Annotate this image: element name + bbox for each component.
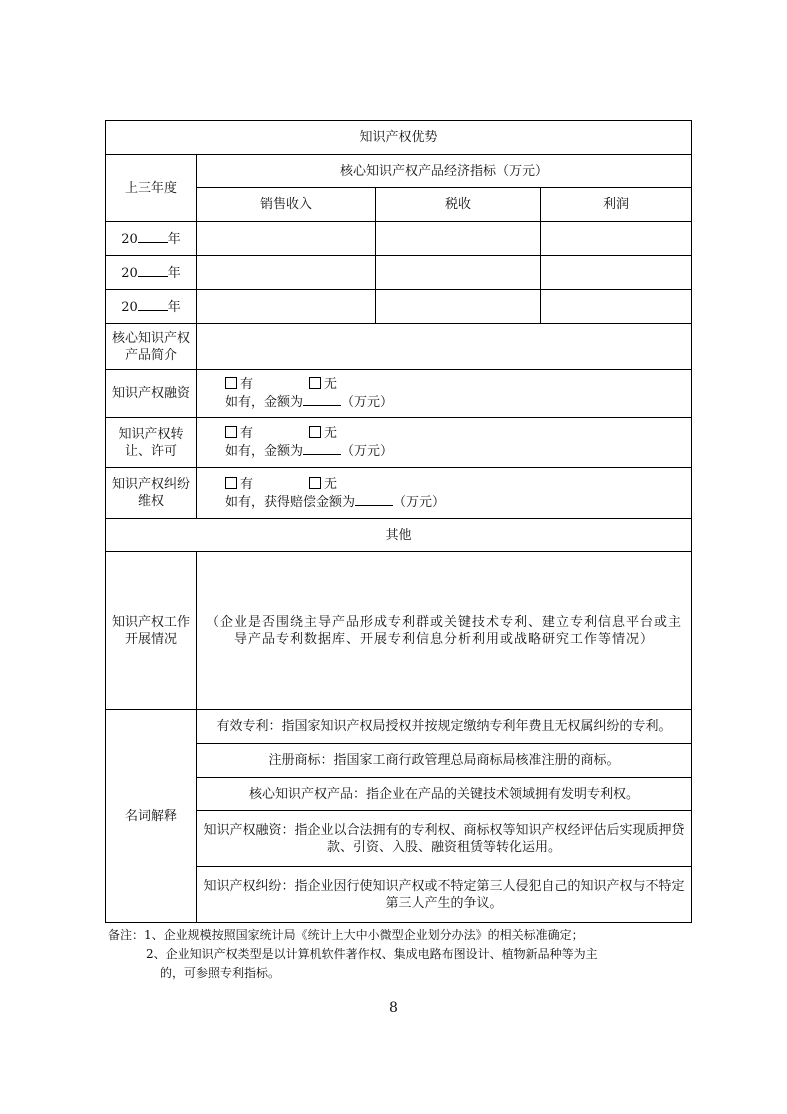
year-row-label: 20 年 bbox=[106, 256, 197, 290]
dispute-amount-blank[interactable] bbox=[355, 493, 393, 506]
financing-no-checkbox[interactable] bbox=[309, 377, 321, 389]
transfer-amount-blank[interactable] bbox=[303, 442, 341, 455]
sales-cell-3[interactable] bbox=[197, 290, 376, 324]
profit-cell-2[interactable] bbox=[541, 256, 692, 290]
notes bbox=[108, 926, 698, 983]
note-line-2: 2、企业知识产权类型是以计算机软件著作权、集成电路布图设计、植物新品种等为主 bbox=[146, 947, 598, 961]
indicators-header: 核心知识产权产品经济指标（万元） bbox=[197, 155, 692, 188]
ip-work-label: 知识产权工作开展情况 bbox=[106, 552, 197, 710]
dispute-label: 知识产权纠纷维权 bbox=[106, 468, 197, 519]
page-number: 8 bbox=[389, 1000, 398, 1016]
column-tax: 税收 bbox=[376, 188, 541, 222]
definition-ip-financing: 知识产权融资：指企业以合法拥有的专利权、商标权等知识产权经评估后实现质押贷款、引资、入股、融资租赁等转化运用。 bbox=[197, 811, 692, 867]
ip-advantages-heading: 知识产权优势 bbox=[106, 121, 692, 155]
year-row-label: 20 年 bbox=[106, 290, 197, 324]
dispute-no-checkbox[interactable] bbox=[309, 477, 321, 489]
definition-ip-dispute: 知识产权纠纷：指企业因行使知识产权或不特定第三人侵犯自己的知识产权与不特定第三人产生的争议。 bbox=[197, 867, 692, 923]
transfer-yes-checkbox[interactable] bbox=[225, 426, 237, 438]
column-sales: 销售收入 bbox=[197, 188, 376, 222]
year-blank[interactable] bbox=[138, 230, 168, 243]
financing-label: 知识产权融资 bbox=[106, 370, 197, 418]
dispute-yes-checkbox[interactable] bbox=[225, 477, 237, 489]
product-intro-field[interactable] bbox=[197, 324, 692, 370]
ip-work-instructions[interactable]: （企业是否围绕主导产品形成专利群或关键技术专利、建立专利信息平台或主导产品专利数据库、开展专利信息分析利用或战略研究工作等情况） bbox=[197, 552, 692, 710]
year-blank[interactable] bbox=[138, 298, 168, 311]
note-line-1: 备注：1、企业规模按照国家统计局《统计上大中小微型企业划分办法》的相关标准确定； bbox=[108, 928, 584, 942]
tax-cell-1[interactable] bbox=[376, 222, 541, 256]
transfer-label: 知识产权转让、许可 bbox=[106, 418, 197, 468]
glossary-label: 名词解释 bbox=[106, 710, 197, 923]
transfer-no-checkbox[interactable] bbox=[309, 426, 321, 438]
note-line-3: 的，可参照专利指标。 bbox=[160, 966, 281, 980]
financing-yes-checkbox[interactable] bbox=[225, 377, 237, 389]
definition-core-ip-product: 核心知识产权产品：指企业在产品的关键技术领域拥有发明专利权。 bbox=[197, 778, 692, 811]
other-heading: 其他 bbox=[106, 519, 692, 552]
product-intro-label: 核心知识产权产品简介 bbox=[106, 324, 197, 370]
year-blank[interactable] bbox=[138, 264, 168, 277]
sales-cell-2[interactable] bbox=[197, 256, 376, 290]
tax-cell-3[interactable] bbox=[376, 290, 541, 324]
definition-registered-trademark: 注册商标：指国家工商行政管理总局商标局核准注册的商标。 bbox=[197, 744, 692, 778]
year-row-label: 20 年 bbox=[106, 222, 197, 256]
sales-cell-1[interactable] bbox=[197, 222, 376, 256]
year-header: 上三年度 bbox=[106, 155, 197, 222]
profit-cell-1[interactable] bbox=[541, 222, 692, 256]
column-profit: 利润 bbox=[541, 188, 692, 222]
profit-cell-3[interactable] bbox=[541, 290, 692, 324]
definition-valid-patent: 有效专利：指国家知识产权局授权并按规定缴纳专利年费且无权属纠纷的专利。 bbox=[197, 710, 692, 744]
financing-amount-blank[interactable] bbox=[303, 393, 341, 406]
tax-cell-2[interactable] bbox=[376, 256, 541, 290]
ip-info-form: 知识产权优势 上三年度 核心知识产权产品经济指标（万元） 销售收入 税收 利润 20 年 20 年 20 年 核心知识产权产品简介 知识产权融资 有 无 如有，金额为 （万元） 知识产权转让、许可 有 无 如有，金额为 （万元） 知识产权纠纷维权 有 无 如有，获得赔偿金额为 （万元） 其他 知识产权工作开展情况 （企业是否围绕主导产品形成专利群或关键技术专利、建立专利信息平台或主导产品专利数据库、开展专利信息分析利用或战略研究工作等情况） 名词解释 有效专利：指国家知识产权局授权并按规定缴纳专利年费且无权属纠纷的专利。 注册商标：指国家工商行政管理总局商标局核准注册的商标。 核心知识产权产品：指企业在产品的关键技术领域拥有发明专利权。 知识产权融资：指企业以合法拥有的专利权、商标权等知识产权经评估后实现质押贷款、引资、入股、融资租赁等转化运用。 知识产权纠纷：指企业因行使知识产权或不特定第三人侵犯自己的知识产权与不特定第三人产生的争议。 bbox=[105, 120, 692, 923]
